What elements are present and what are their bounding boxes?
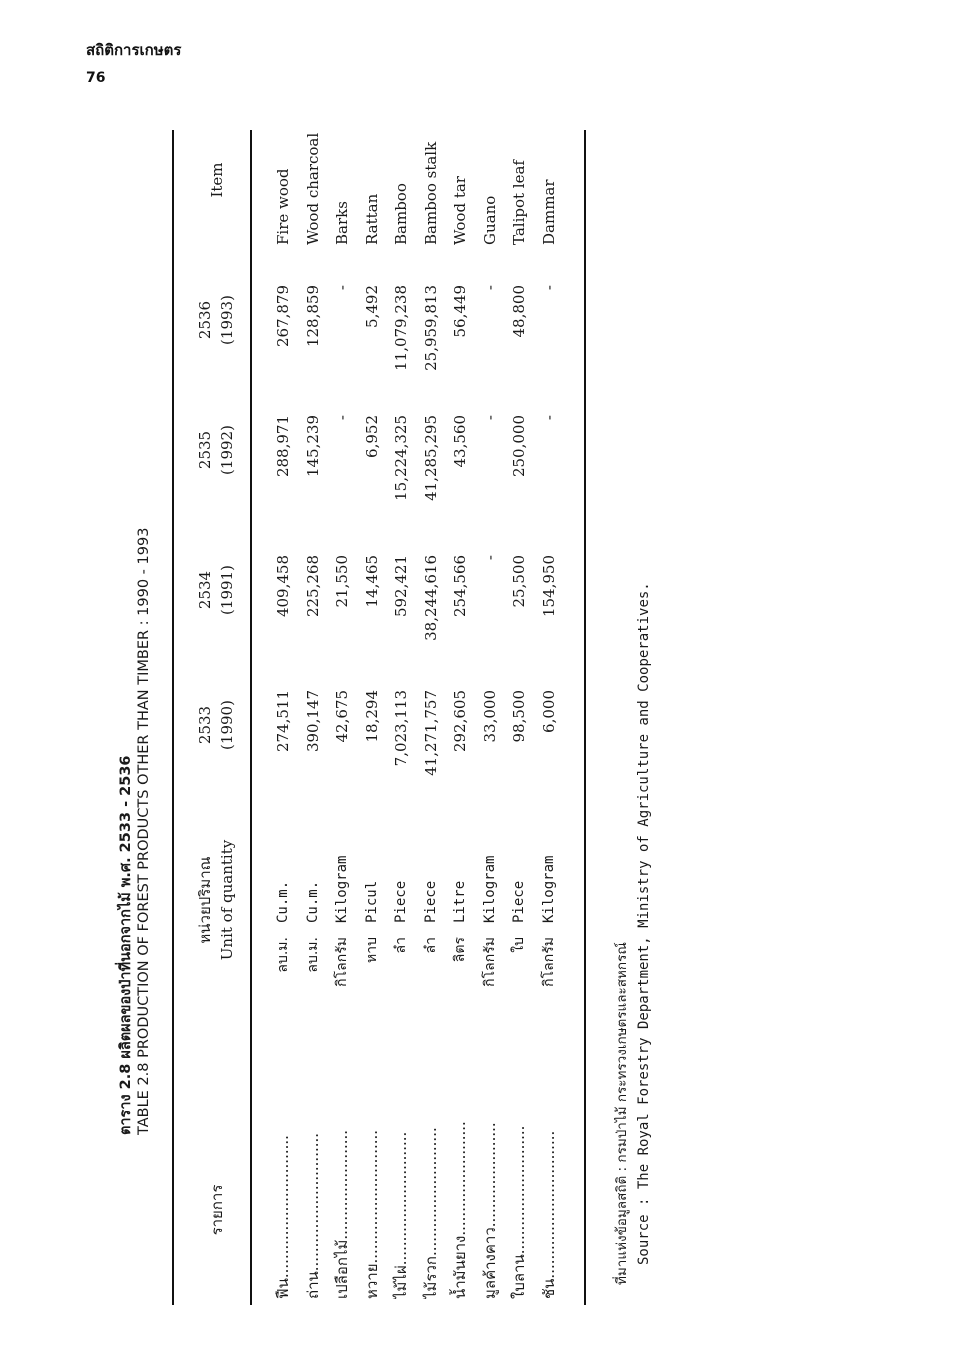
cell-value-1990: 98,500 [510, 690, 528, 743]
header-1992-en: (1992) [218, 425, 236, 475]
cell-unit-th: ลำ [422, 937, 439, 954]
cell-value-1992: 250,000 [510, 415, 528, 478]
cell-value-1993: 11,079,238 [392, 285, 410, 371]
cell-value-1992: 43,560 [451, 415, 469, 468]
cell-value-1992: 145,239 [303, 415, 322, 478]
header-unit-en: Unit of quantity [218, 839, 236, 961]
cell-value-1992: 288,971 [274, 415, 292, 478]
cell-value-1990: 274,511 [274, 690, 292, 753]
table-row [447, 105, 474, 1305]
cell-unit-en: Cu.m. [304, 880, 321, 923]
table-row [388, 105, 415, 1305]
cell-item-th: ชัน............................... [539, 1130, 558, 1299]
cell-item-en: Wood charcoal [303, 132, 322, 245]
cell-item-th: ฟืน.............................. [274, 1135, 292, 1299]
cell-unit-en: Picul [363, 880, 380, 923]
cell-value-1992: 15,224,325 [392, 415, 410, 501]
cell-unit-th: กิโลกรัม [540, 937, 557, 987]
cell-value-1991: 254,566 [451, 555, 469, 618]
cell-value-1993: - [480, 285, 499, 291]
table-row [536, 105, 563, 1305]
cell-unit-th: หาบ [363, 937, 380, 963]
table-row [506, 105, 533, 1305]
cell-value-1993: 25,959,813 [421, 285, 440, 371]
cell-item-th: น้ำมันยาง........................ [451, 1121, 469, 1299]
cell-value-1990: 390,147 [303, 690, 322, 753]
header-1992 [194, 410, 238, 490]
cell-value-1991: 25,500 [510, 555, 528, 608]
cell-item-th: ไม้รวก........................... [421, 1127, 440, 1299]
cell-value-1993: 128,859 [303, 285, 322, 348]
cell-value-1991: 409,458 [274, 555, 292, 618]
table-row [418, 105, 445, 1305]
header-1990 [194, 685, 238, 765]
cell-item-th: หวาย............................ [362, 1129, 381, 1299]
cell-unit-en: Kilogram [334, 855, 350, 923]
table-row [270, 105, 297, 1305]
cell-unit-en: Piece [511, 880, 527, 923]
cell-item-th: ไม้ไผ่............................ [392, 1131, 410, 1299]
cell-value-1990: 7,023,113 [392, 690, 410, 767]
cell-item-en: Talipot leaf [510, 160, 528, 245]
cell-value-1991: 154,950 [539, 555, 558, 618]
cell-unit-en: Kilogram [540, 855, 557, 923]
cell-unit-th: ลิตร [452, 937, 468, 963]
page-number: 76 [86, 70, 106, 86]
cell-unit-th: ใบ [511, 937, 527, 953]
header-1992-th: 2535 [196, 430, 214, 470]
cell-unit-en: Piece [393, 880, 409, 923]
table-row [300, 105, 327, 1305]
cell-unit-en: Piece [422, 880, 439, 923]
cell-unit-th: กิโลกรัม [334, 937, 350, 987]
header-item-th: รายการ [208, 1184, 226, 1236]
cell-unit-en: Kilogram [481, 855, 498, 923]
cell-unit-th: กิโลกรัม [481, 937, 498, 987]
header-1990-en: (1990) [218, 700, 236, 750]
cell-value-1990: 33,000 [480, 690, 499, 743]
cell-value-1991: - [480, 555, 499, 561]
table-row [477, 105, 504, 1305]
table-caption-th: ตาราง 2.8 ผลิตผลของป่าที่นอกจากไม้ พ.ศ. 2533 - 2536 [118, 755, 134, 1135]
cell-value-1992: 6,952 [362, 415, 381, 458]
header-1991-en: (1991) [218, 565, 236, 615]
cell-item-th: ถ่าน............................. [303, 1132, 322, 1299]
cell-item-en: Dammar [539, 179, 558, 245]
cell-item-en: Fire wood [274, 168, 292, 245]
cell-value-1993: - [539, 285, 558, 291]
cell-value-1990: 6,000 [539, 690, 558, 733]
cell-value-1992: 41,285,295 [421, 415, 440, 501]
header-1993-en: (1993) [218, 295, 236, 345]
cell-unit-th: ลบ.ม. [304, 937, 321, 973]
cell-value-1991: 225,268 [303, 555, 322, 618]
rotated-table-block [110, 105, 690, 1305]
table-bottom-rule [584, 130, 586, 1305]
page-title: สถิติการเกษตร [86, 41, 182, 59]
cell-value-1990: 18,294 [362, 690, 381, 743]
table-row [359, 105, 386, 1305]
table-row [329, 105, 356, 1305]
cell-value-1991: 14,465 [362, 555, 381, 608]
cell-value-1992: - [333, 415, 351, 421]
header-item-en: Item [208, 162, 226, 198]
cell-unit-en: Litre [452, 880, 468, 923]
cell-item-en: Wood tar [451, 176, 469, 245]
header-unit-th: หน่วยปริมาณ [196, 856, 214, 944]
source-note-th: ที่มาแห่งข้อมูลสถิติ : กรมป่าไม้ กระทรวงเกษตรและสหกรณ์ [614, 942, 630, 1285]
cell-value-1990: 292,605 [451, 690, 469, 753]
cell-unit-en: Cu.m. [275, 880, 291, 923]
table-top-rule [172, 130, 174, 1305]
header-1990-th: 2533 [196, 705, 214, 745]
header-1991-th: 2534 [196, 570, 214, 610]
cell-value-1991: 38,244,616 [421, 555, 440, 641]
cell-value-1993: 56,449 [451, 285, 469, 338]
cell-value-1990: 41,271,757 [421, 690, 440, 776]
cell-item-th: เปลือกไม้....................... [333, 1129, 351, 1299]
cell-value-1993: 267,879 [274, 285, 292, 348]
cell-unit-th: ลบ.ม. [275, 937, 291, 973]
cell-value-1993: 5,492 [362, 285, 381, 328]
cell-value-1992: - [480, 415, 499, 421]
header-1993-th: 2536 [196, 300, 214, 340]
header-1991 [194, 550, 238, 630]
cell-item-en: Bamboo [392, 183, 410, 245]
cell-item-th: ใบลาน........................... [510, 1125, 528, 1299]
cell-item-en: Barks [333, 201, 351, 245]
header-1993 [194, 280, 238, 360]
source-note-en: Source : The Royal Forestry Department, Ministry of Agriculture and Cooperatives. [636, 582, 652, 1265]
cell-value-1992: - [539, 415, 558, 421]
cell-value-1991: 21,550 [333, 555, 351, 608]
table-caption-en: TABLE 2.8 PRODUCTION OF FOREST PRODUCTS OTHER THAN TIMBER : 1990 - 1993 [136, 527, 152, 1135]
cell-value-1993: 48,800 [510, 285, 528, 338]
cell-item-en: Guano [480, 195, 499, 245]
cell-item-en: Bamboo stalk [421, 141, 440, 245]
cell-value-1993: - [333, 285, 351, 291]
cell-value-1991: 592,421 [392, 555, 410, 618]
cell-item-en: Rattan [362, 193, 381, 245]
cell-value-1990: 42,675 [333, 690, 351, 743]
cell-unit-th: ลำ [393, 937, 409, 954]
cell-item-th: มูลค้างคาว...................... [480, 1122, 499, 1299]
header-unit [194, 795, 238, 1005]
table-header-rule [250, 130, 252, 1305]
